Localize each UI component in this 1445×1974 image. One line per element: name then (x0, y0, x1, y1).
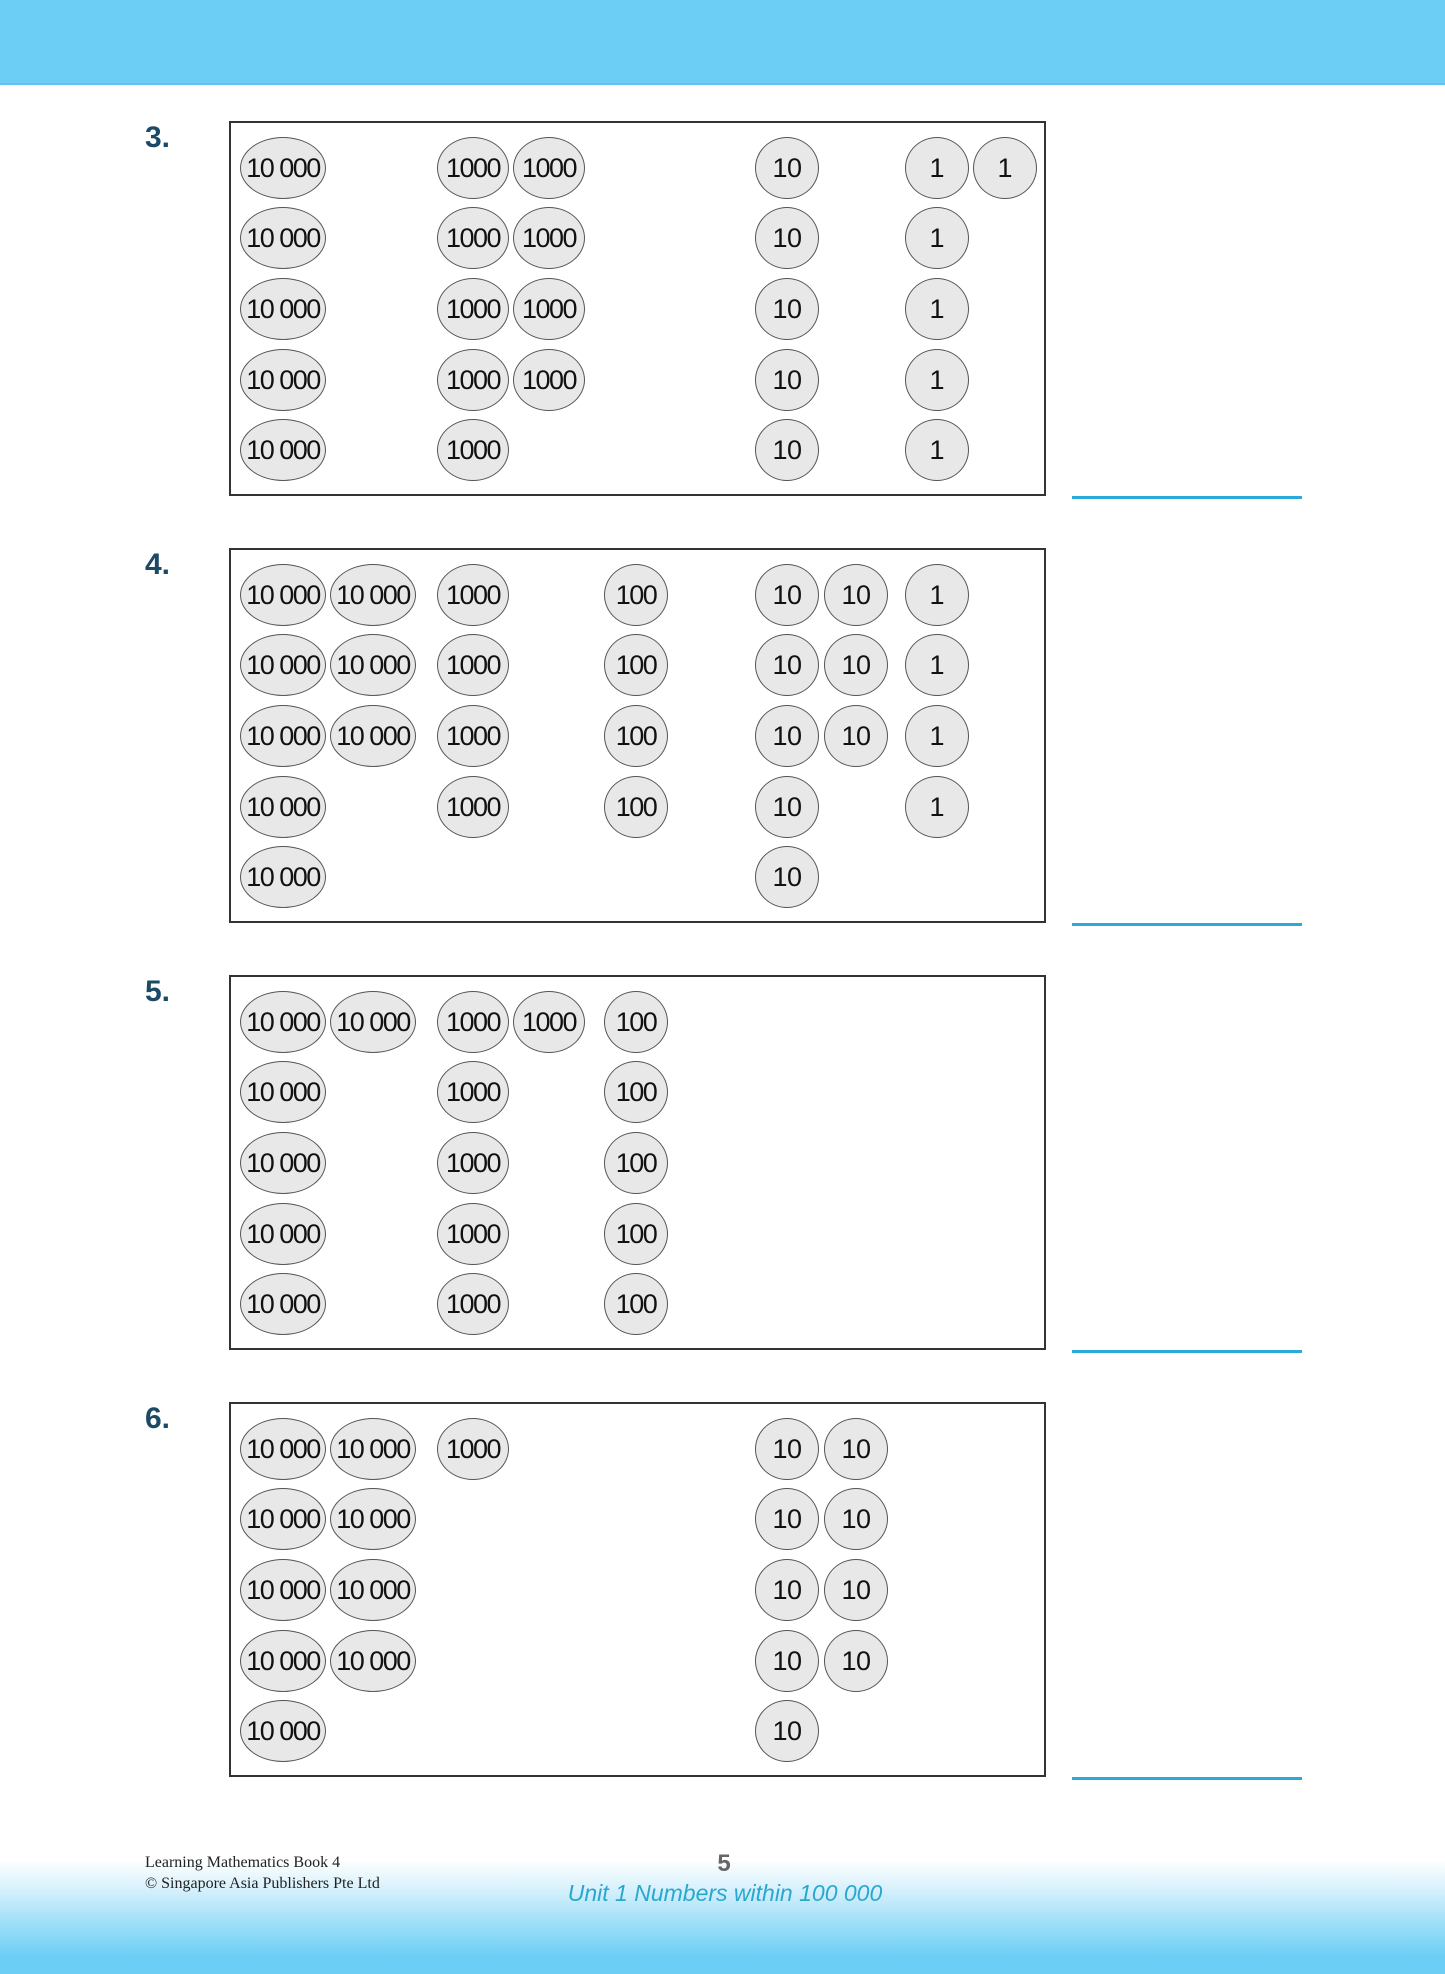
place-value-disc: 10 000 (240, 137, 326, 199)
place-value-disc: 1000 (513, 991, 585, 1053)
place-value-disc: 10 000 (240, 278, 326, 340)
book-title: Learning Mathematics Book 4 (145, 1854, 341, 1871)
place-value-disc: 10 (755, 137, 819, 199)
place-value-disc: 10 (755, 419, 819, 481)
place-value-disc: 10 (755, 278, 819, 340)
question-number: 6. (145, 1402, 171, 1435)
place-value-disc: 10 (755, 564, 819, 626)
place-value-disc: 1000 (437, 564, 509, 626)
place-value-disc: 100 (604, 776, 668, 838)
place-value-disc: 10 (824, 1418, 888, 1480)
place-value-disc: 100 (604, 1273, 668, 1335)
place-value-disc: 10 (755, 1488, 819, 1550)
place-value-disc: 1000 (437, 207, 509, 269)
place-value-disc: 10 000 (240, 1418, 326, 1480)
place-value-disc: 1 (973, 137, 1037, 199)
place-value-disc: 1 (905, 634, 969, 696)
place-value-disc: 10 000 (240, 991, 326, 1053)
place-value-disc: 10 000 (240, 1203, 326, 1265)
place-value-disc: 1 (905, 564, 969, 626)
place-value-disc: 1000 (513, 207, 585, 269)
place-value-disc: 10 000 (240, 419, 326, 481)
place-value-disc: 1000 (437, 776, 509, 838)
question-number: 4. (145, 548, 171, 581)
place-value-disc: 10 (755, 705, 819, 767)
place-value-disc: 10 000 (330, 1630, 416, 1692)
place-value-disc: 10 (824, 1559, 888, 1621)
place-value-disc: 1000 (437, 278, 509, 340)
place-value-disc: 10 000 (330, 564, 416, 626)
header-band (0, 0, 1445, 85)
place-value-disc: 10 000 (330, 1488, 416, 1550)
place-value-disc: 10 000 (240, 1700, 326, 1762)
place-value-disc: 100 (604, 705, 668, 767)
copyright-text: © Singapore Asia Publishers Pte Ltd (145, 1875, 380, 1892)
place-value-disc: 10 000 (330, 1418, 416, 1480)
place-value-disc: 10 000 (240, 1559, 326, 1621)
place-value-disc: 10 (824, 634, 888, 696)
place-value-disc: 1000 (513, 278, 585, 340)
place-value-disc: 1000 (513, 137, 585, 199)
place-value-disc: 10 000 (240, 1273, 326, 1335)
question-number: 5. (145, 975, 171, 1008)
place-value-disc: 10 000 (240, 1630, 326, 1692)
place-value-disc: 10 000 (330, 991, 416, 1053)
place-value-disc: 1000 (437, 1418, 509, 1480)
answer-blank-line[interactable] (1072, 1350, 1302, 1353)
place-value-disc: 10 (755, 776, 819, 838)
place-value-disc: 1000 (437, 1132, 509, 1194)
place-value-disc: 10 (755, 1700, 819, 1762)
place-value-disc: 1000 (437, 137, 509, 199)
place-value-disc: 10 000 (240, 634, 326, 696)
place-value-disc: 10 (755, 846, 819, 908)
answer-blank-line[interactable] (1072, 923, 1302, 926)
place-value-disc: 10 (824, 1488, 888, 1550)
place-value-disc: 1000 (437, 991, 509, 1053)
place-value-disc: 10 (824, 1630, 888, 1692)
place-value-disc: 1000 (437, 1061, 509, 1123)
place-value-disc: 1000 (437, 634, 509, 696)
page-number: 5 (717, 1850, 731, 1877)
place-value-disc: 10 000 (240, 776, 326, 838)
place-value-disc: 1000 (437, 705, 509, 767)
question-number: 3. (145, 121, 171, 154)
place-value-disc: 1 (905, 137, 969, 199)
place-value-disc: 10 (755, 634, 819, 696)
place-value-disc: 10 000 (240, 1132, 326, 1194)
place-value-disc: 100 (604, 1132, 668, 1194)
place-value-disc: 10 (755, 1630, 819, 1692)
place-value-disc: 1000 (437, 1273, 509, 1335)
answer-blank-line[interactable] (1072, 496, 1302, 499)
place-value-disc: 100 (604, 1061, 668, 1123)
place-value-disc: 10 (755, 349, 819, 411)
place-value-disc: 10 000 (240, 564, 326, 626)
footer-credits (145, 1852, 380, 1894)
place-value-disc: 100 (604, 564, 668, 626)
place-value-disc: 10 000 (240, 1061, 326, 1123)
place-value-disc: 10 000 (240, 349, 326, 411)
place-value-disc: 10 (824, 705, 888, 767)
place-value-disc: 1 (905, 776, 969, 838)
place-value-disc: 100 (604, 634, 668, 696)
place-value-disc: 1 (905, 349, 969, 411)
place-value-disc: 1000 (437, 349, 509, 411)
place-value-disc: 1000 (513, 349, 585, 411)
place-value-disc: 10 000 (240, 1488, 326, 1550)
place-value-disc: 1 (905, 705, 969, 767)
place-value-disc: 10 000 (330, 634, 416, 696)
place-value-disc: 10 000 (330, 1559, 416, 1621)
place-value-disc: 1 (905, 278, 969, 340)
place-value-disc: 1000 (437, 419, 509, 481)
answer-blank-line[interactable] (1072, 1777, 1302, 1780)
place-value-disc: 1 (905, 419, 969, 481)
place-value-disc: 100 (604, 991, 668, 1053)
place-value-disc: 1000 (437, 1203, 509, 1265)
unit-title: Unit 1 Numbers within 100 000 (567, 1880, 883, 1906)
place-value-disc: 10 000 (240, 207, 326, 269)
place-value-disc: 10 (755, 1418, 819, 1480)
place-value-disc: 1 (905, 207, 969, 269)
place-value-disc: 10 (755, 207, 819, 269)
place-value-disc: 10 (755, 1559, 819, 1621)
place-value-disc: 10 000 (330, 705, 416, 767)
place-value-disc: 10 000 (240, 705, 326, 767)
place-value-disc: 10 000 (240, 846, 326, 908)
place-value-disc: 100 (604, 1203, 668, 1265)
place-value-disc: 10 (824, 564, 888, 626)
